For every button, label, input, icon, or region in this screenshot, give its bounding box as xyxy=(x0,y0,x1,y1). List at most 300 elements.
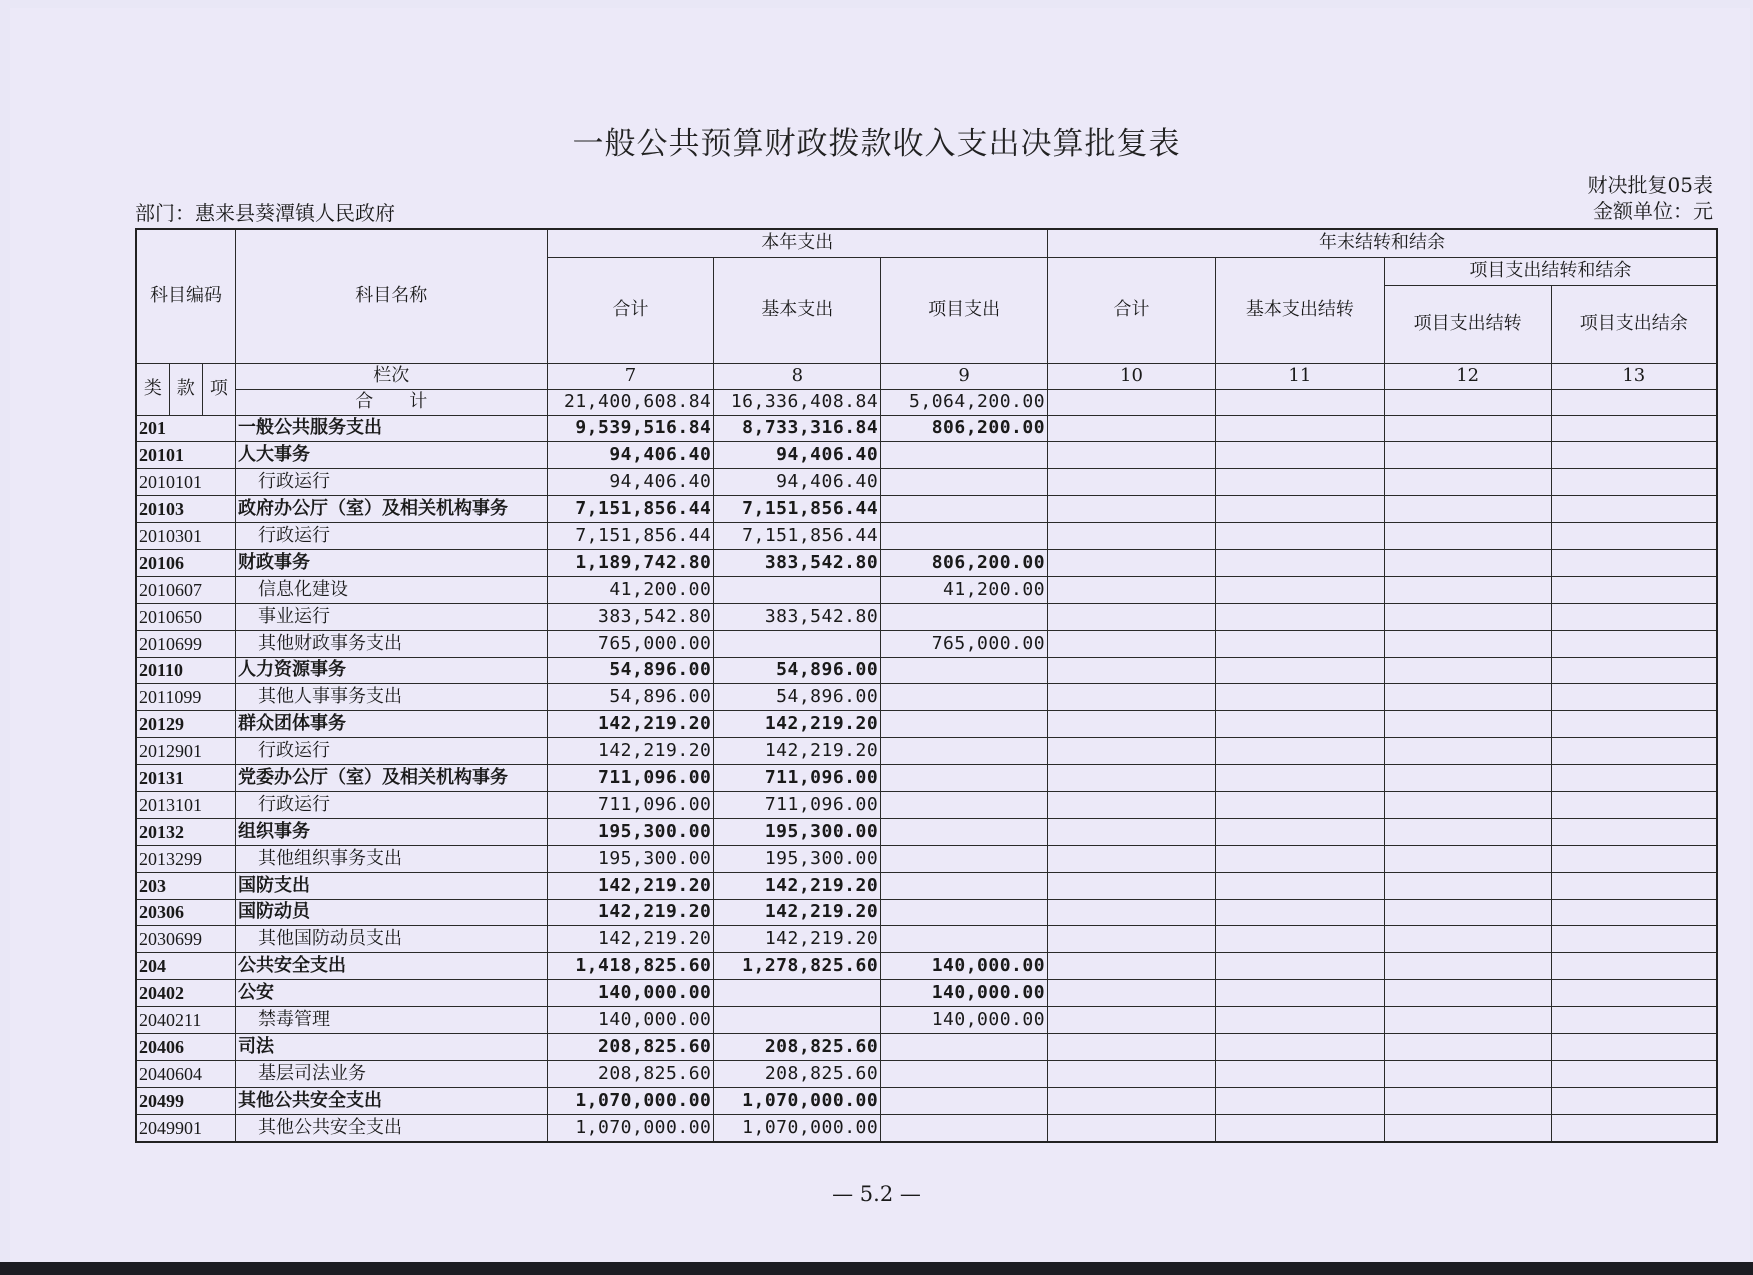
basic-cell: 94,406.40 xyxy=(714,469,881,496)
xiang-header: 项 xyxy=(202,363,235,415)
empty-cell xyxy=(1551,496,1717,523)
subject-code-cell: 2013299 xyxy=(136,845,235,872)
column-number: 8 xyxy=(714,363,881,389)
total-cell: 142,219.20 xyxy=(547,711,714,738)
total-cell: 140,000.00 xyxy=(547,1007,714,1034)
total-cell: 1,189,742.80 xyxy=(547,549,714,576)
total-cell: 711,096.00 xyxy=(547,765,714,792)
page-number: — 5.2 — xyxy=(832,1182,921,1206)
empty-cell xyxy=(1384,415,1551,442)
project-cell xyxy=(881,1087,1048,1114)
empty-cell xyxy=(1384,845,1551,872)
total-cell: 1,070,000.00 xyxy=(547,1114,714,1141)
column-number: 12 xyxy=(1384,363,1551,389)
subject-name-cell: 其他组织事务支出 xyxy=(235,845,547,872)
basic-cell: 54,896.00 xyxy=(714,657,881,684)
basic-cell: 8,733,316.84 xyxy=(714,415,881,442)
empty-cell xyxy=(1551,1060,1717,1087)
table-row xyxy=(136,630,1717,657)
subject-name-cell: 群众团体事务 xyxy=(235,711,547,738)
kuan-header: 款 xyxy=(169,363,202,415)
basic-cell: 142,219.20 xyxy=(714,872,881,899)
empty-cell xyxy=(1384,953,1551,980)
empty-cell xyxy=(1215,576,1384,603)
total-cell: 9,539,516.84 xyxy=(547,415,714,442)
table-row xyxy=(136,684,1717,711)
subject-code-cell: 20129 xyxy=(136,711,235,738)
project-cell xyxy=(881,791,1048,818)
empty-cell xyxy=(1048,791,1216,818)
empty-cell xyxy=(1551,711,1717,738)
empty-cell xyxy=(1551,980,1717,1007)
empty-cell xyxy=(1215,1060,1384,1087)
total-cell: 54,896.00 xyxy=(547,657,714,684)
table-row xyxy=(136,549,1717,576)
empty-cell xyxy=(1551,389,1717,415)
empty-cell xyxy=(1384,442,1551,469)
project-cell xyxy=(881,845,1048,872)
table-row xyxy=(136,603,1717,630)
empty-cell xyxy=(1048,953,1216,980)
project-cell xyxy=(881,657,1048,684)
basic-cell xyxy=(714,630,881,657)
subject-name-cell: 基层司法业务 xyxy=(235,1060,547,1087)
table-row xyxy=(136,711,1717,738)
table-row xyxy=(136,496,1717,523)
total-cell: 208,825.60 xyxy=(547,1060,714,1087)
total-header: 合计 xyxy=(547,257,714,363)
empty-cell xyxy=(1551,415,1717,442)
basic-cell: 208,825.60 xyxy=(714,1060,881,1087)
table-row xyxy=(136,1087,1717,1114)
total-cell: 195,300.00 xyxy=(547,845,714,872)
subject-name-cell: 事业运行 xyxy=(235,603,547,630)
project-cell xyxy=(881,899,1048,926)
subject-name-cell: 行政运行 xyxy=(235,523,547,550)
empty-cell xyxy=(1384,1087,1551,1114)
subject-code-cell: 20306 xyxy=(136,899,235,926)
empty-cell xyxy=(1384,711,1551,738)
empty-cell xyxy=(1384,657,1551,684)
empty-cell xyxy=(1048,415,1216,442)
budget-table xyxy=(135,228,1718,1143)
table-row xyxy=(136,899,1717,926)
project-cell: 140,000.00 xyxy=(881,953,1048,980)
subject-code-cell: 20101 xyxy=(136,442,235,469)
table-row xyxy=(136,845,1717,872)
empty-cell xyxy=(1384,818,1551,845)
subject-name-cell: 其他国防动员支出 xyxy=(235,926,547,953)
project-cell xyxy=(881,496,1048,523)
empty-cell xyxy=(1384,872,1551,899)
empty-cell xyxy=(1048,980,1216,1007)
table-row xyxy=(136,523,1717,550)
project-cell xyxy=(881,469,1048,496)
subject-name-cell: 国防支出 xyxy=(235,872,547,899)
empty-cell xyxy=(1215,899,1384,926)
empty-cell xyxy=(1384,576,1551,603)
empty-cell xyxy=(1215,845,1384,872)
page-title: 一般公共预算财政拨款收入支出决算批复表 xyxy=(572,126,1181,162)
empty-cell xyxy=(1048,576,1216,603)
table-row xyxy=(136,442,1717,469)
subject-name-cell: 公安 xyxy=(235,980,547,1007)
subject-code-cell: 20106 xyxy=(136,549,235,576)
empty-cell xyxy=(1048,845,1216,872)
empty-cell xyxy=(1384,630,1551,657)
empty-cell xyxy=(1384,738,1551,765)
empty-cell xyxy=(1551,845,1717,872)
empty-cell xyxy=(1551,899,1717,926)
empty-cell xyxy=(1384,980,1551,1007)
empty-cell xyxy=(1048,496,1216,523)
subject-code-cell: 201 xyxy=(136,415,235,442)
project-cell xyxy=(881,926,1048,953)
empty-cell xyxy=(1048,657,1216,684)
empty-cell xyxy=(1048,711,1216,738)
empty-cell xyxy=(1551,469,1717,496)
subject-name-cell: 其他公共安全支出 xyxy=(235,1114,547,1141)
subject-code-cell: 2012901 xyxy=(136,738,235,765)
empty-cell xyxy=(1551,630,1717,657)
table-row xyxy=(136,469,1717,496)
empty-cell xyxy=(1215,1087,1384,1114)
basic-cell: 208,825.60 xyxy=(714,1033,881,1060)
empty-cell xyxy=(1215,1007,1384,1034)
total-cell: 94,406.40 xyxy=(547,442,714,469)
empty-cell xyxy=(1551,738,1717,765)
total-cell: 195,300.00 xyxy=(547,818,714,845)
subject-code-cell: 2013101 xyxy=(136,791,235,818)
empty-cell xyxy=(1551,1007,1717,1034)
basic-header: 基本支出 xyxy=(714,257,881,363)
empty-cell xyxy=(1384,1060,1551,1087)
empty-cell xyxy=(1048,630,1216,657)
empty-cell xyxy=(1384,389,1551,415)
project-cell xyxy=(881,872,1048,899)
basic-cell: 383,542.80 xyxy=(714,549,881,576)
empty-cell xyxy=(1048,818,1216,845)
subject-name-cell: 一般公共服务支出 xyxy=(235,415,547,442)
project-cell xyxy=(881,765,1048,792)
subject-code-cell: 2011099 xyxy=(136,684,235,711)
subject-name-cell: 行政运行 xyxy=(235,791,547,818)
project-cell xyxy=(881,711,1048,738)
column-number: 13 xyxy=(1551,363,1717,389)
basic-cell: 54,896.00 xyxy=(714,684,881,711)
total-cell: 41,200.00 xyxy=(547,576,714,603)
subject-code-cell: 204 xyxy=(136,953,235,980)
empty-cell xyxy=(1551,684,1717,711)
empty-cell xyxy=(1215,711,1384,738)
subject-code-cell: 2030699 xyxy=(136,926,235,953)
empty-cell xyxy=(1048,469,1216,496)
empty-cell xyxy=(1551,1114,1717,1141)
project-cell xyxy=(881,1114,1048,1141)
empty-cell xyxy=(1048,765,1216,792)
table-row xyxy=(136,791,1717,818)
subject-code-cell: 2049901 xyxy=(136,1114,235,1141)
table-row xyxy=(136,765,1717,792)
empty-cell xyxy=(1551,765,1717,792)
basic-cell xyxy=(714,1007,881,1034)
empty-cell xyxy=(1551,657,1717,684)
basic-cell: 711,096.00 xyxy=(714,791,881,818)
subject-name-cell: 组织事务 xyxy=(235,818,547,845)
project-cell xyxy=(881,818,1048,845)
table-row xyxy=(136,953,1717,980)
empty-cell xyxy=(1215,684,1384,711)
subject-name-cell: 公共安全支出 xyxy=(235,953,547,980)
basic-cell: 142,219.20 xyxy=(714,926,881,953)
basic-carry-header: 基本支出结转 xyxy=(1215,257,1384,363)
column-number: 11 xyxy=(1215,363,1384,389)
form-number: 财决批复05表 xyxy=(1587,173,1713,197)
basic-cell: 142,219.20 xyxy=(714,711,881,738)
empty-cell xyxy=(1215,791,1384,818)
subject-code-cell: 20110 xyxy=(136,657,235,684)
subject-name-cell: 财政事务 xyxy=(235,549,547,576)
project-cell xyxy=(881,738,1048,765)
basic-cell: 1,070,000.00 xyxy=(714,1087,881,1114)
project-cell: 806,200.00 xyxy=(881,415,1048,442)
empty-cell xyxy=(1384,1007,1551,1034)
empty-cell xyxy=(1215,415,1384,442)
subject-code-cell: 20132 xyxy=(136,818,235,845)
project-cell xyxy=(881,684,1048,711)
total-cell: 765,000.00 xyxy=(547,630,714,657)
empty-cell xyxy=(1215,496,1384,523)
basic-cell: 1,278,825.60 xyxy=(714,953,881,980)
basic-cell: 711,096.00 xyxy=(714,765,881,792)
basic-cell: 1,070,000.00 xyxy=(714,1114,881,1141)
table-row xyxy=(136,926,1717,953)
column-number: 9 xyxy=(881,363,1048,389)
empty-cell xyxy=(1048,523,1216,550)
empty-cell xyxy=(1551,576,1717,603)
table-row xyxy=(136,415,1717,442)
empty-cell xyxy=(1048,1033,1216,1060)
lei-header: 类 xyxy=(136,363,169,415)
total-cell: 711,096.00 xyxy=(547,791,714,818)
empty-cell xyxy=(1048,926,1216,953)
subject-name-cell: 人大事务 xyxy=(235,442,547,469)
empty-cell xyxy=(1384,496,1551,523)
amount-unit: 金额单位：元 xyxy=(1593,199,1713,223)
project-surplus-header: 项目支出结余 xyxy=(1551,285,1717,363)
subject-code-cell: 2010699 xyxy=(136,630,235,657)
project-carry-header: 项目支出结转和结余 xyxy=(1384,257,1717,285)
empty-cell xyxy=(1215,1114,1384,1141)
subject-code-cell: 20131 xyxy=(136,765,235,792)
empty-cell xyxy=(1048,684,1216,711)
subject-code-cell: 2010301 xyxy=(136,523,235,550)
grand-total-basic: 16,336,408.84 xyxy=(714,389,881,415)
empty-cell xyxy=(1551,1087,1717,1114)
project-cell: 140,000.00 xyxy=(881,980,1048,1007)
basic-cell: 7,151,856.44 xyxy=(714,523,881,550)
empty-cell xyxy=(1048,1114,1216,1141)
grand-total-label: 合 计 xyxy=(235,389,547,415)
project-cell xyxy=(881,1060,1048,1087)
total-cell: 94,406.40 xyxy=(547,469,714,496)
empty-cell xyxy=(1551,926,1717,953)
subject-name-cell: 其他公共安全支出 xyxy=(235,1087,547,1114)
basic-cell: 195,300.00 xyxy=(714,845,881,872)
total-cell: 140,000.00 xyxy=(547,980,714,1007)
empty-cell xyxy=(1551,1033,1717,1060)
subject-code-cell: 2040604 xyxy=(136,1060,235,1087)
empty-cell xyxy=(1048,442,1216,469)
subject-name-cell: 人力资源事务 xyxy=(235,657,547,684)
basic-cell xyxy=(714,980,881,1007)
empty-cell xyxy=(1215,523,1384,550)
empty-cell xyxy=(1551,953,1717,980)
year-end-total-header: 合计 xyxy=(1048,257,1216,363)
table-row xyxy=(136,1033,1717,1060)
empty-cell xyxy=(1215,630,1384,657)
empty-cell xyxy=(1215,926,1384,953)
table-row xyxy=(136,738,1717,765)
empty-cell xyxy=(1215,389,1384,415)
empty-cell xyxy=(1048,738,1216,765)
empty-cell xyxy=(1384,1114,1551,1141)
subject-name-cell: 其他人事事务支出 xyxy=(235,684,547,711)
total-cell: 383,542.80 xyxy=(547,603,714,630)
empty-cell xyxy=(1551,791,1717,818)
empty-cell xyxy=(1048,549,1216,576)
basic-cell xyxy=(714,576,881,603)
subject-name-header: 科目名称 xyxy=(235,229,547,363)
subject-name-cell: 国防动员 xyxy=(235,899,547,926)
subject-code-cell: 203 xyxy=(136,872,235,899)
project-cell xyxy=(881,1033,1048,1060)
subject-code-cell: 2010101 xyxy=(136,469,235,496)
empty-cell xyxy=(1551,818,1717,845)
empty-cell xyxy=(1551,872,1717,899)
subject-code-cell: 20402 xyxy=(136,980,235,1007)
subject-code-cell: 20103 xyxy=(136,496,235,523)
empty-cell xyxy=(1215,765,1384,792)
table-row xyxy=(136,1060,1717,1087)
empty-cell xyxy=(1551,603,1717,630)
empty-cell xyxy=(1384,469,1551,496)
subject-name-cell: 政府办公厅（室）及相关机构事务 xyxy=(235,496,547,523)
basic-cell: 7,151,856.44 xyxy=(714,496,881,523)
column-number: 7 xyxy=(547,363,714,389)
total-cell: 208,825.60 xyxy=(547,1033,714,1060)
empty-cell xyxy=(1048,1007,1216,1034)
year-end-header: 年末结转和结余 xyxy=(1048,229,1717,257)
project-cell: 140,000.00 xyxy=(881,1007,1048,1034)
project-cell xyxy=(881,442,1048,469)
total-cell: 1,418,825.60 xyxy=(547,953,714,980)
total-cell: 142,219.20 xyxy=(547,926,714,953)
project-carry-over-header: 项目支出结转 xyxy=(1384,285,1551,363)
subject-name-cell: 其他财政事务支出 xyxy=(235,630,547,657)
empty-cell xyxy=(1215,818,1384,845)
basic-cell: 142,219.20 xyxy=(714,738,881,765)
subject-name-cell: 司法 xyxy=(235,1033,547,1060)
empty-cell xyxy=(1384,791,1551,818)
subject-code-cell: 2010607 xyxy=(136,576,235,603)
grand-total-project: 5,064,200.00 xyxy=(881,389,1048,415)
empty-cell xyxy=(1048,603,1216,630)
empty-cell xyxy=(1048,899,1216,926)
subject-code-cell: 2010650 xyxy=(136,603,235,630)
basic-cell: 195,300.00 xyxy=(714,818,881,845)
empty-cell xyxy=(1048,872,1216,899)
empty-cell xyxy=(1384,523,1551,550)
project-cell: 41,200.00 xyxy=(881,576,1048,603)
empty-cell xyxy=(1215,738,1384,765)
subject-name-cell: 禁毒管理 xyxy=(235,1007,547,1034)
project-cell: 765,000.00 xyxy=(881,630,1048,657)
department-label: 部门：惠来县葵潭镇人民政府 xyxy=(135,201,395,225)
subject-code-cell: 20499 xyxy=(136,1087,235,1114)
empty-cell xyxy=(1551,523,1717,550)
subject-code-cell: 20406 xyxy=(136,1033,235,1060)
table-row xyxy=(136,818,1717,845)
subject-name-cell: 行政运行 xyxy=(235,738,547,765)
total-cell: 7,151,856.44 xyxy=(547,523,714,550)
empty-cell xyxy=(1048,1060,1216,1087)
empty-cell xyxy=(1384,684,1551,711)
empty-cell xyxy=(1048,1087,1216,1114)
empty-cell xyxy=(1215,872,1384,899)
grand-total-value: 21,400,608.84 xyxy=(547,389,714,415)
total-cell: 1,070,000.00 xyxy=(547,1087,714,1114)
project-cell xyxy=(881,603,1048,630)
empty-cell xyxy=(1384,603,1551,630)
empty-cell xyxy=(1215,980,1384,1007)
project-cell xyxy=(881,523,1048,550)
total-cell: 142,219.20 xyxy=(547,899,714,926)
project-header: 项目支出 xyxy=(881,257,1048,363)
table-row xyxy=(136,576,1717,603)
table-row xyxy=(136,872,1717,899)
empty-cell xyxy=(1384,549,1551,576)
table-row xyxy=(136,657,1717,684)
basic-cell: 94,406.40 xyxy=(714,442,881,469)
empty-cell xyxy=(1551,549,1717,576)
subject-name-cell: 信息化建设 xyxy=(235,576,547,603)
empty-cell xyxy=(1215,549,1384,576)
empty-cell xyxy=(1384,899,1551,926)
project-cell: 806,200.00 xyxy=(881,549,1048,576)
empty-cell xyxy=(1215,442,1384,469)
table-row xyxy=(136,980,1717,1007)
total-cell: 7,151,856.44 xyxy=(547,496,714,523)
table-row xyxy=(136,1114,1717,1141)
empty-cell xyxy=(1215,953,1384,980)
basic-cell: 142,219.20 xyxy=(714,899,881,926)
total-cell: 142,219.20 xyxy=(547,738,714,765)
empty-cell xyxy=(1215,1033,1384,1060)
total-cell: 54,896.00 xyxy=(547,684,714,711)
empty-cell xyxy=(1384,1033,1551,1060)
table-row xyxy=(136,1007,1717,1034)
empty-cell xyxy=(1215,657,1384,684)
subject-code-cell: 2040211 xyxy=(136,1007,235,1034)
column-number: 10 xyxy=(1048,363,1216,389)
table-body xyxy=(136,415,1717,1142)
current-year-header: 本年支出 xyxy=(547,229,1048,257)
empty-cell xyxy=(1551,442,1717,469)
total-cell: 142,219.20 xyxy=(547,872,714,899)
subject-name-cell: 党委办公厅（室）及相关机构事务 xyxy=(235,765,547,792)
subject-name-cell: 行政运行 xyxy=(235,469,547,496)
